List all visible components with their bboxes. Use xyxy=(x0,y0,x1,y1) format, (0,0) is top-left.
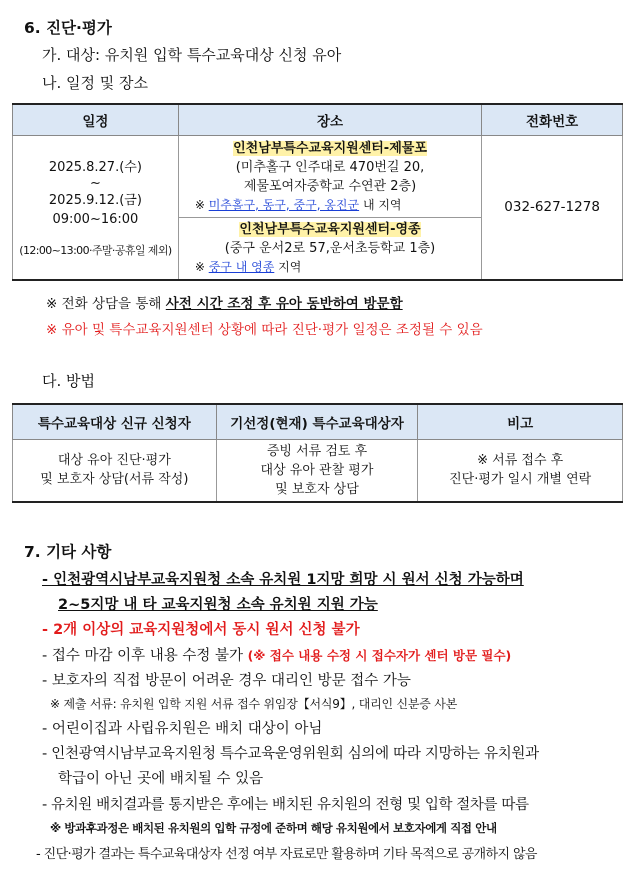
note-phone-emphasis: 사전 시간 조정 후 유아 동반하여 방문함 xyxy=(165,296,403,312)
place1-cell xyxy=(178,136,481,218)
note-phone-prefix: ※ 전화 상담을 통해 xyxy=(46,296,162,312)
time-range: 09:00~16:00 xyxy=(52,211,139,227)
note-mark: ※ xyxy=(194,260,205,274)
header-remarks: 비고 xyxy=(418,404,623,440)
item3 xyxy=(42,644,511,665)
method-table xyxy=(12,403,623,503)
remarks-cell xyxy=(418,440,623,502)
date-start: 2025.8.27.(수) xyxy=(48,159,142,175)
item2: - 2개 이상의 교육지원청에서 동시 원서 신청 불가 xyxy=(42,622,360,638)
new-applicant-cell xyxy=(13,440,217,502)
item7-note: ※ 방과후과정은 배치된 유치원의 입학 규정에 준하며 해당 유치원에서 보호자에게 직접 안내 xyxy=(50,821,497,835)
item6-line1: - 인천광역시남부교육지원청 특수교육운영위원회 심의에 따라 지망하는 유치원과 xyxy=(42,746,539,762)
existing-line3: 및 보호자 상담 xyxy=(275,481,359,497)
note-mark: ※ xyxy=(194,197,205,212)
item1-line1: - 인천광역시남부교육지원청 소속 유치원 1지망 희망 시 원서 신청 가능하며 xyxy=(42,572,524,588)
header-new-applicant: 특수교육대상 신규 신청자 xyxy=(13,404,217,440)
place2-area: 중구 내 영종 xyxy=(208,260,275,274)
place1-area-suffix: 내 지역 xyxy=(362,197,402,212)
item4-note: ※ 제출 서류: 유치원 입학 지원 서류 접수 위임장【서식9】, 대리인 신분증 사본 xyxy=(50,697,458,711)
item6-line2: 학급이 아닌 곳에 배치될 수 있음 xyxy=(58,771,264,787)
place2-area-suffix: 지역 xyxy=(278,260,302,274)
method-heading: 다. 방법 xyxy=(42,372,96,390)
schedule-heading: 나. 일정 및 장소 xyxy=(42,74,149,92)
note-phone-consult xyxy=(46,292,403,312)
header-place: 장소 xyxy=(178,104,481,136)
schedule-table xyxy=(12,103,623,281)
tilde: ~ xyxy=(89,175,101,191)
place1-address-line2: 제물포여자중학교 수연관 2층) xyxy=(243,178,417,194)
place1-name: 인천남부특수교육지원센터-제물포 xyxy=(233,140,427,156)
note-schedule-change: ※ 유아 및 특수교육지원센터 상황에 따라 진단·평가 일정은 조정될 수 있음 xyxy=(46,322,483,338)
place2-cell xyxy=(178,218,481,281)
new-applicant-line1: 대상 유아 진단·평가 xyxy=(57,453,171,469)
place2-address: (중구 운서2로 57,운서초등학교 1층) xyxy=(224,241,436,256)
item8: - 진단·평가 결과는 특수교육대상자 선정 여부 자료로만 활용하며 기타 목적으로 공개하지 않음 xyxy=(36,847,537,862)
existing-cell xyxy=(216,440,418,502)
item1-line2: 2~5지망 내 타 교육지원청 소속 유치원 지원 가능 xyxy=(58,597,378,613)
item3-note: (※ 접수 내용 수정 시 접수자가 센터 방문 필수) xyxy=(247,648,512,663)
new-applicant-line2: 및 보호자 상담(서류 작성) xyxy=(40,472,189,488)
item5: - 어린이집과 사립유치원은 배치 대상이 아님 xyxy=(42,721,323,737)
place1-area-note xyxy=(183,196,477,215)
item4: - 보호자의 직접 방문이 어려운 경우 대리인 방문 접수 가능 xyxy=(42,673,411,689)
place1-address-line1: (미추홀구 인주대로 470번길 20, xyxy=(235,159,425,175)
place2-area-note xyxy=(183,258,477,277)
existing-line2: 대상 유아 관찰 평가 xyxy=(260,462,374,478)
remarks-line1: ※ 서류 접수 후 xyxy=(477,453,564,469)
item7: - 유치원 배치결과를 통지받은 후에는 배치된 유치원의 전형 및 입학 절차를 따름 xyxy=(42,797,529,813)
target-line: 가. 대상: 유치원 입학 특수교육대상 신청 유아 xyxy=(42,46,342,64)
header-phone: 전화번호 xyxy=(482,104,623,136)
remarks-line2: 진단·평가 일시 개별 연락 xyxy=(449,472,592,488)
place1-area: 미추홀구, 동구, 중구, 옹진군 xyxy=(208,197,360,212)
header-schedule: 일정 xyxy=(13,104,179,136)
phone-cell: 032-627-1278 xyxy=(482,136,623,281)
header-existing: 기선정(현재) 특수교육대상자 xyxy=(216,404,418,440)
schedule-cell xyxy=(13,136,179,281)
section6-heading: 6. 진단·평가 xyxy=(24,19,112,37)
place2-name: 인천남부특수교육지원센터-영종 xyxy=(239,222,421,237)
item3-main: - 접수 마감 이후 내용 수정 불가 xyxy=(42,648,243,664)
date-end: 2025.9.12.(금) xyxy=(48,192,142,208)
section7-heading: 7. 기타 사항 xyxy=(24,543,112,561)
time-note: (12:00~13:00·주말·공휴일 제외) xyxy=(19,243,172,257)
existing-line1: 증빙 서류 검토 후 xyxy=(266,443,368,459)
